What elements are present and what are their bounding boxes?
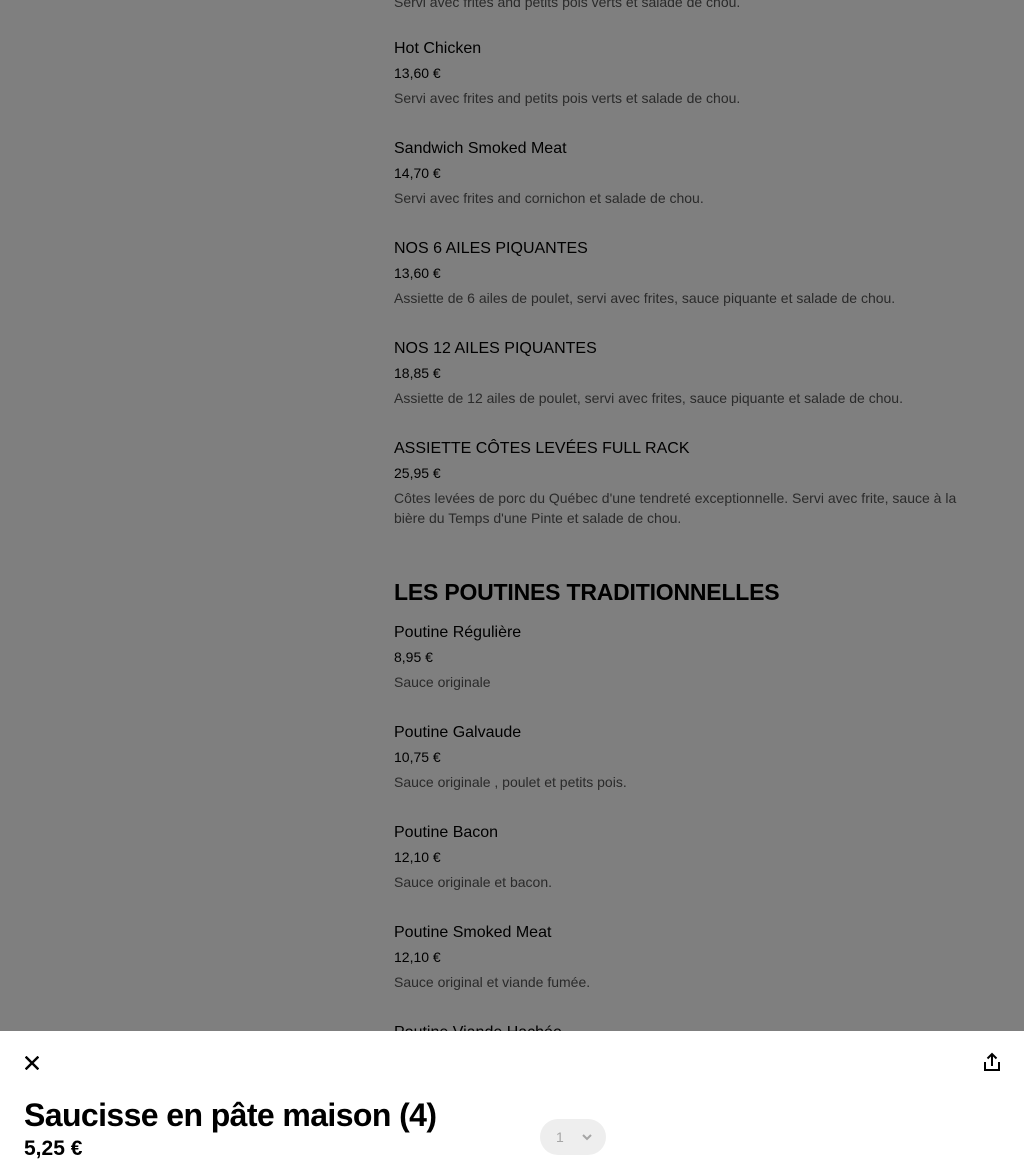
item-title: Saucisse en pâte maison (4) bbox=[24, 1097, 437, 1133]
share-icon bbox=[983, 1052, 1001, 1072]
close-icon bbox=[25, 1056, 39, 1070]
chevron-down-icon bbox=[581, 1131, 593, 1143]
item-detail-sheet bbox=[0, 1031, 1024, 1165]
item-price: 5,25 € bbox=[24, 1137, 83, 1160]
quantity-select[interactable] bbox=[540, 1119, 606, 1155]
quantity-value: 1 bbox=[556, 1129, 564, 1145]
share-button[interactable] bbox=[978, 1048, 1006, 1076]
close-button[interactable] bbox=[18, 1049, 46, 1077]
